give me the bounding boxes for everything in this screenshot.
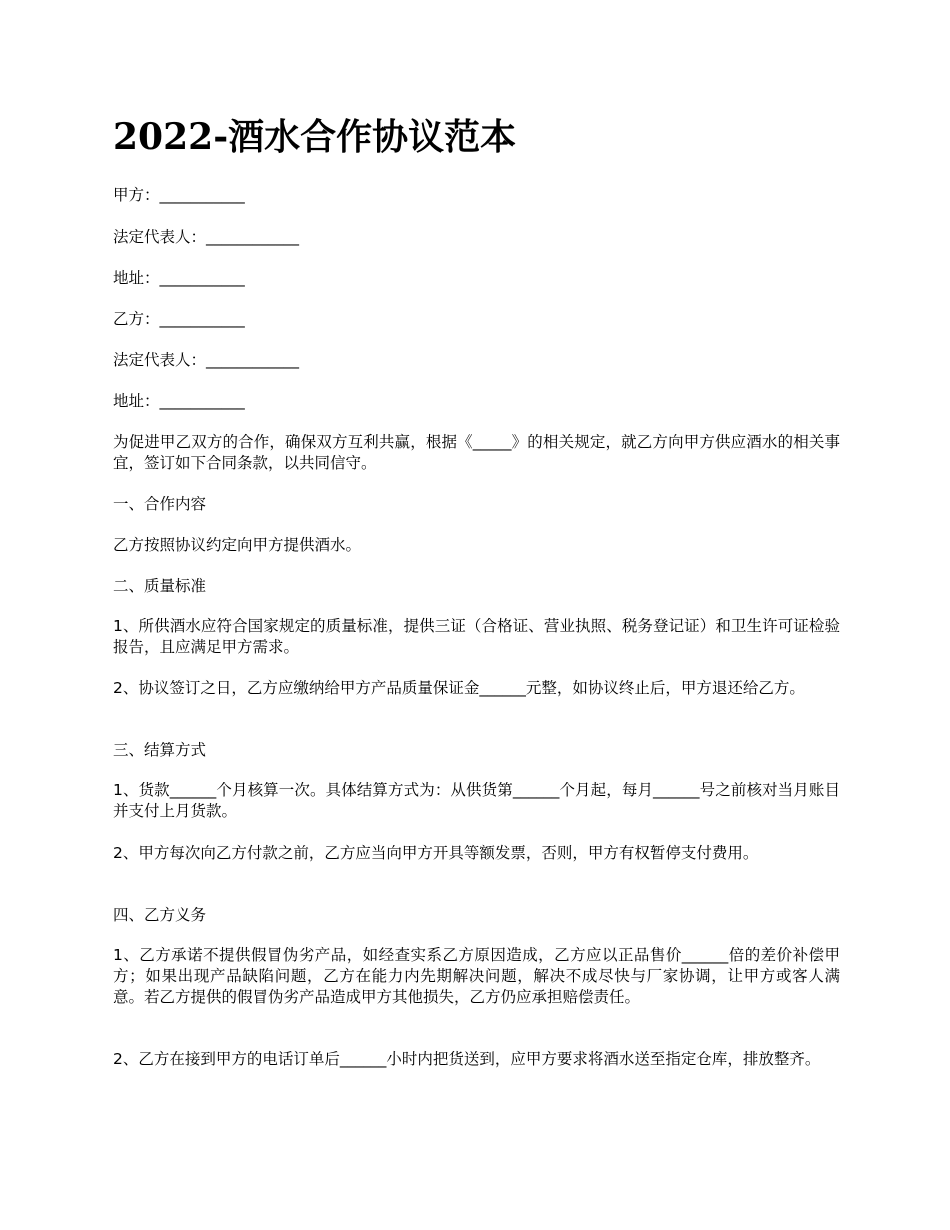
document-title: 2022-酒水合作协议范本 — [113, 116, 517, 158]
section-text-cooperation: 乙方按照协议约定向甲方提供酒水。 — [113, 536, 362, 554]
quality-clause-1: 1、所供酒水应符合国家规定的质量标准，提供三证（合格证、营业执照、税务登记证）和卫生许可证检验报告，且应满足甲方需求。 — [113, 617, 840, 656]
settlement-clause-1: 1、货款______个月核算一次。具体结算方式为：从供货第______个月起，每月______号之前核对当月账目并支付上月货款。 — [113, 781, 840, 820]
obligation-clause-1: 1、乙方承诺不提供假冒伪劣产品，如经查实系乙方原因造成，乙方应以正品售价______倍的差价补偿甲方；如果出现产品缺陷问题，乙方在能力内先期解决问题，解决不成尽快与厂家协调，让甲方或客人满意。若乙方提供的假冒伪劣产品造成甲方其他损失，乙方仍应承担赔偿责任。 — [113, 946, 840, 1006]
party-b-address-field: 地址：___________ — [113, 392, 245, 410]
section-heading-settlement: 三、结算方式 — [113, 741, 207, 759]
section-heading-cooperation: 一、合作内容 — [113, 495, 207, 513]
party-a-representative-field: 法定代表人：____________ — [113, 228, 300, 246]
section-heading-quality: 二、质量标准 — [113, 577, 207, 595]
preamble-paragraph: 为促进甲乙双方的合作，确保双方互利共赢，根据《_____》的相关规定，就乙方向甲方供应酒水的相关事宜，签订如下合同条款，以共同信守。 — [113, 433, 840, 472]
section-heading-obligations: 四、乙方义务 — [113, 906, 207, 924]
party-b-field: 乙方：___________ — [113, 310, 245, 328]
quality-clause-2: 2、协议签订之日，乙方应缴纳给甲方产品质量保证金______元整，如协议终止后，甲方退还给乙方。 — [113, 679, 805, 697]
obligation-clause-2: 2、乙方在接到甲方的电话订单后______小时内把货送到，应甲方要求将酒水送至指定仓库，排放整齐。 — [113, 1050, 821, 1068]
party-a-field: 甲方：___________ — [113, 186, 245, 204]
settlement-clause-2: 2、甲方每次向乙方付款之前，乙方应当向甲方开具等额发票，否则，甲方有权暂停支付费用。 — [113, 844, 759, 862]
party-b-representative-field: 法定代表人：____________ — [113, 351, 300, 369]
party-a-address-field: 地址：___________ — [113, 269, 245, 287]
